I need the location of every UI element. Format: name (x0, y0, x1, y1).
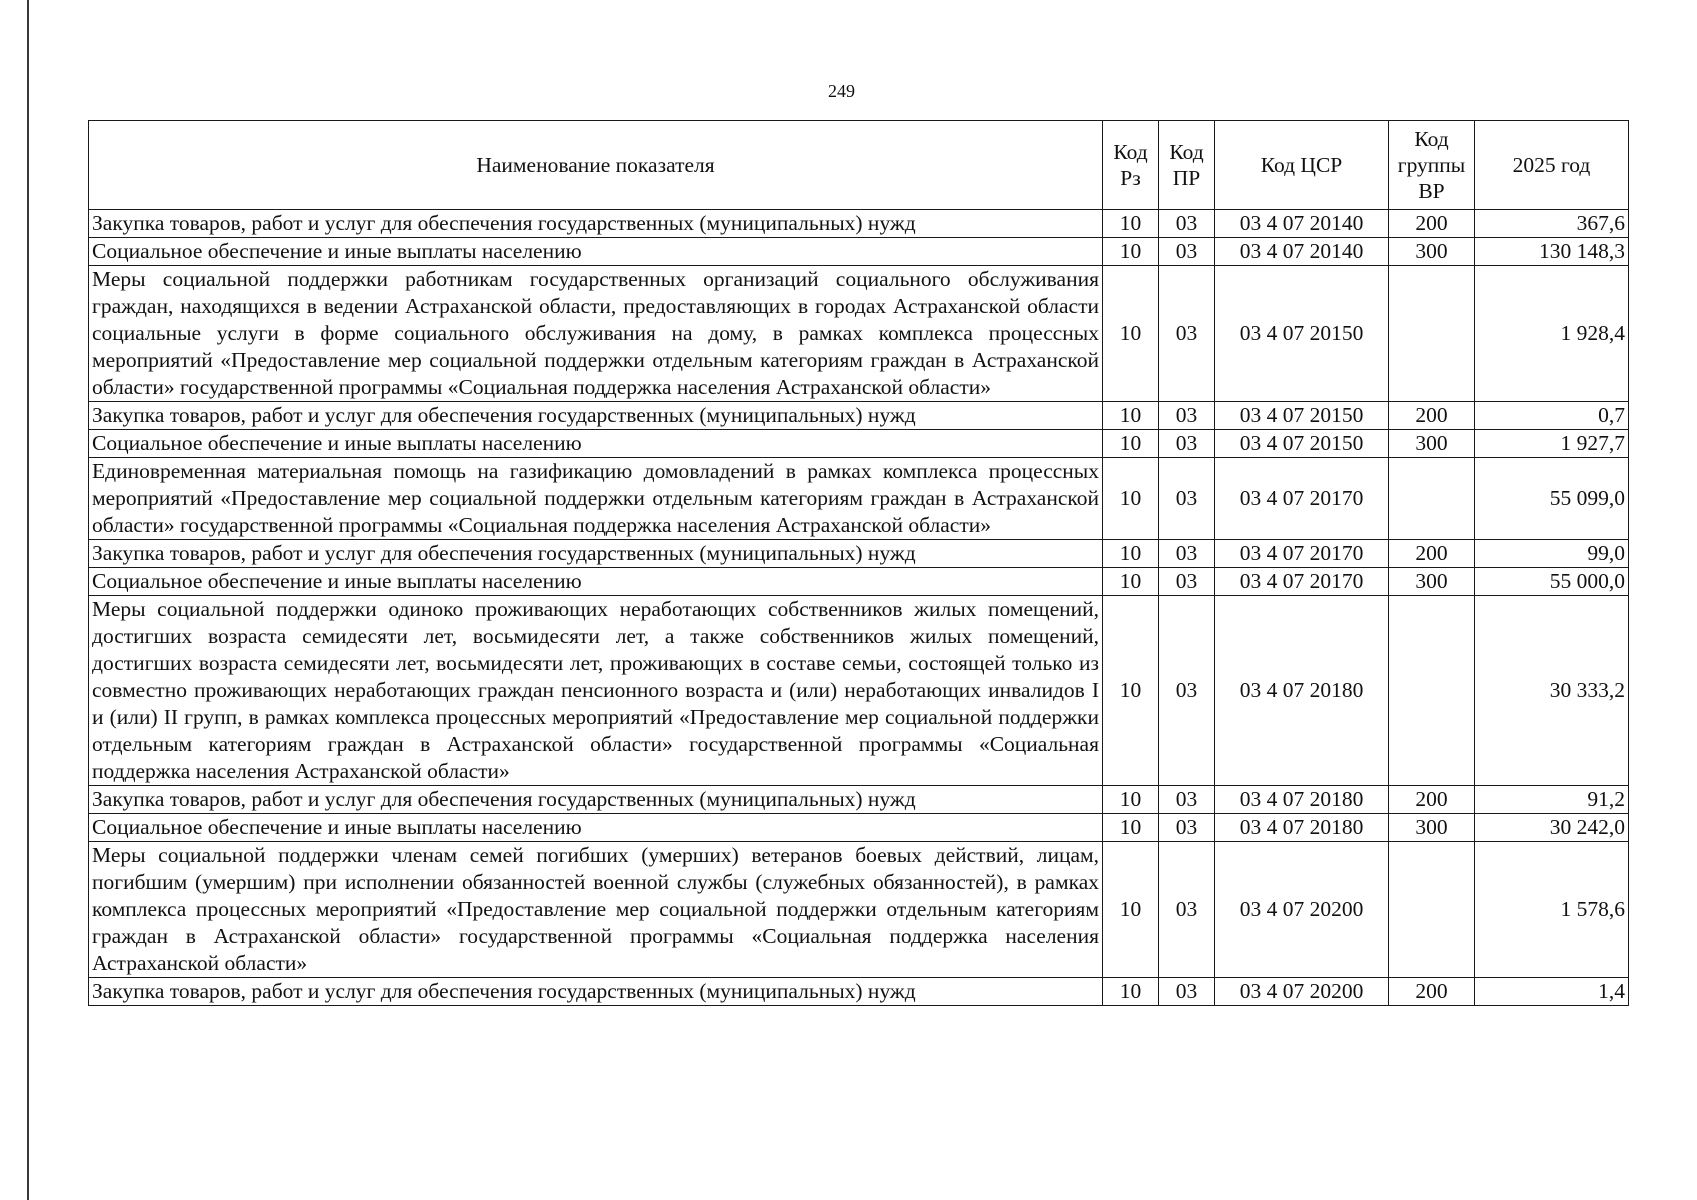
row-value: 130 148,3 (1475, 238, 1629, 266)
row-name: Меры социальной поддержки членам семей погибших (умерших) ветеранов боевых действий, лицам, погибшим (умершим) при исполнении обязанностей военной службы (служебных обязанностей), в рамках комплекса процессных мероприятий «Предоставление мер социальной поддержки отдельным категориям граждан в Астраханской области» государственной программы «Социальная поддержка населения Астраханской области» (89, 842, 1103, 978)
row-rz: 10 (1103, 238, 1159, 266)
row-name: Единовременная материальная помощь на газификацию домовладений в рамках комплекса процессных мероприятий «Предоставление мер социальной поддержки отдельным категориям граждан в Астраханской области» государственной программы «Социальная поддержка населения Астраханской области» (89, 458, 1103, 540)
row-rz: 10 (1103, 568, 1159, 596)
row-pr: 03 (1159, 210, 1215, 238)
table-row (89, 814, 1629, 842)
row-name: Меры социальной поддержки одиноко проживающих неработающих собственников жилых помещений, достигших возраста семидесяти лет, восьмидесяти лет, а также собственников жилых помещений, достигших возраста семидесяти лет, восьмидесяти лет, проживающих в составе семьи, состоящей только из совместно проживающих неработающих граждан пенсионного возраста и (или) неработающих инвалидов I и (или) II групп, в рамках комплекса процессных мероприятий «Предоставление мер социальной поддержки отдельным категориям граждан в Астраханской области» государственной программы «Социальная поддержка населения Астраханской области» (89, 596, 1103, 786)
row-csr: 03 4 07 20150 (1215, 430, 1389, 458)
budget-table (88, 120, 1629, 1006)
row-pr: 03 (1159, 266, 1215, 402)
row-pr: 03 (1159, 458, 1215, 540)
row-csr: 03 4 07 20170 (1215, 568, 1389, 596)
row-value: 55 099,0 (1475, 458, 1629, 540)
row-vr: 200 (1389, 786, 1475, 814)
row-vr (1389, 842, 1475, 978)
row-name: Социальное обеспечение и иные выплаты населению (89, 568, 1103, 596)
row-value: 1,4 (1475, 978, 1629, 1006)
page-number-text: 249 (828, 81, 855, 101)
row-vr (1389, 458, 1475, 540)
row-name: Социальное обеспечение и иные выплаты населению (89, 814, 1103, 842)
row-vr: 300 (1389, 430, 1475, 458)
row-pr: 03 (1159, 568, 1215, 596)
row-value: 367,6 (1475, 210, 1629, 238)
table-row (89, 210, 1629, 238)
row-rz: 10 (1103, 266, 1159, 402)
row-csr: 03 4 07 20180 (1215, 786, 1389, 814)
row-csr: 03 4 07 20180 (1215, 814, 1389, 842)
table-row (89, 266, 1629, 402)
header-rz: Код Рз (1103, 121, 1159, 210)
table-row (89, 596, 1629, 786)
row-vr: 300 (1389, 238, 1475, 266)
row-pr: 03 (1159, 540, 1215, 568)
row-pr: 03 (1159, 814, 1215, 842)
row-rz: 10 (1103, 786, 1159, 814)
row-pr: 03 (1159, 978, 1215, 1006)
row-vr: 200 (1389, 402, 1475, 430)
row-value: 30 333,2 (1475, 596, 1629, 786)
row-rz: 10 (1103, 430, 1159, 458)
row-csr: 03 4 07 20140 (1215, 238, 1389, 266)
row-vr: 200 (1389, 978, 1475, 1006)
row-name: Закупка товаров, работ и услуг для обеспечения государственных (муниципальных) нужд (89, 210, 1103, 238)
row-rz: 10 (1103, 458, 1159, 540)
header-pr: Код ПР (1159, 121, 1215, 210)
table-header-row (89, 121, 1629, 210)
row-pr: 03 (1159, 786, 1215, 814)
row-csr: 03 4 07 20200 (1215, 842, 1389, 978)
row-value: 1 578,6 (1475, 842, 1629, 978)
row-vr: 200 (1389, 210, 1475, 238)
row-value: 99,0 (1475, 540, 1629, 568)
table-row (89, 458, 1629, 540)
row-csr: 03 4 07 20150 (1215, 402, 1389, 430)
row-name: Закупка товаров, работ и услуг для обеспечения государственных (муниципальных) нужд (89, 978, 1103, 1006)
row-vr: 300 (1389, 814, 1475, 842)
row-value: 91,2 (1475, 786, 1629, 814)
header-year: 2025 год (1475, 121, 1629, 210)
row-rz: 10 (1103, 210, 1159, 238)
row-rz: 10 (1103, 540, 1159, 568)
row-name: Закупка товаров, работ и услуг для обеспечения государственных (муниципальных) нужд (89, 402, 1103, 430)
header-csr: Код ЦСР (1215, 121, 1389, 210)
row-pr: 03 (1159, 596, 1215, 786)
row-csr: 03 4 07 20140 (1215, 210, 1389, 238)
row-name: Закупка товаров, работ и услуг для обеспечения государственных (муниципальных) нужд (89, 540, 1103, 568)
row-value: 1 928,4 (1475, 266, 1629, 402)
row-name: Закупка товаров, работ и услуг для обеспечения государственных (муниципальных) нужд (89, 786, 1103, 814)
header-vr: Код группы ВР (1389, 121, 1475, 210)
row-vr: 300 (1389, 568, 1475, 596)
table-row (89, 978, 1629, 1006)
table-row (89, 238, 1629, 266)
row-csr: 03 4 07 20150 (1215, 266, 1389, 402)
table-row (89, 540, 1629, 568)
table-row (89, 430, 1629, 458)
row-name: Социальное обеспечение и иные выплаты населению (89, 430, 1103, 458)
row-name: Социальное обеспечение и иные выплаты населению (89, 238, 1103, 266)
row-value: 1 927,7 (1475, 430, 1629, 458)
table-row (89, 786, 1629, 814)
row-rz: 10 (1103, 978, 1159, 1006)
row-value: 30 242,0 (1475, 814, 1629, 842)
row-csr: 03 4 07 20170 (1215, 540, 1389, 568)
row-value: 55 000,0 (1475, 568, 1629, 596)
row-csr: 03 4 07 20180 (1215, 596, 1389, 786)
table-row (89, 568, 1629, 596)
row-value: 0,7 (1475, 402, 1629, 430)
row-name: Меры социальной поддержки работникам государственных организаций социального обслуживания граждан, находящихся в ведении Астраханской области, предоставляющих в городах Астраханской области социальные услуги в форме социального обслуживания на дому, в рамках комплекса процессных мероприятий «Предоставление мер социальной поддержки отдельным категориям граждан в Астраханской области» государственной программы «Социальная поддержка населения Астраханской области» (89, 266, 1103, 402)
row-vr (1389, 266, 1475, 402)
table-row (89, 402, 1629, 430)
row-vr (1389, 596, 1475, 786)
page-number (0, 81, 1697, 102)
scan-edge-line (27, 0, 29, 1200)
row-vr: 200 (1389, 540, 1475, 568)
row-rz: 10 (1103, 842, 1159, 978)
row-pr: 03 (1159, 238, 1215, 266)
table-row (89, 842, 1629, 978)
row-pr: 03 (1159, 402, 1215, 430)
row-csr: 03 4 07 20200 (1215, 978, 1389, 1006)
row-pr: 03 (1159, 430, 1215, 458)
row-csr: 03 4 07 20170 (1215, 458, 1389, 540)
row-rz: 10 (1103, 596, 1159, 786)
row-rz: 10 (1103, 814, 1159, 842)
row-pr: 03 (1159, 842, 1215, 978)
row-rz: 10 (1103, 402, 1159, 430)
header-name: Наименование показателя (89, 121, 1103, 210)
